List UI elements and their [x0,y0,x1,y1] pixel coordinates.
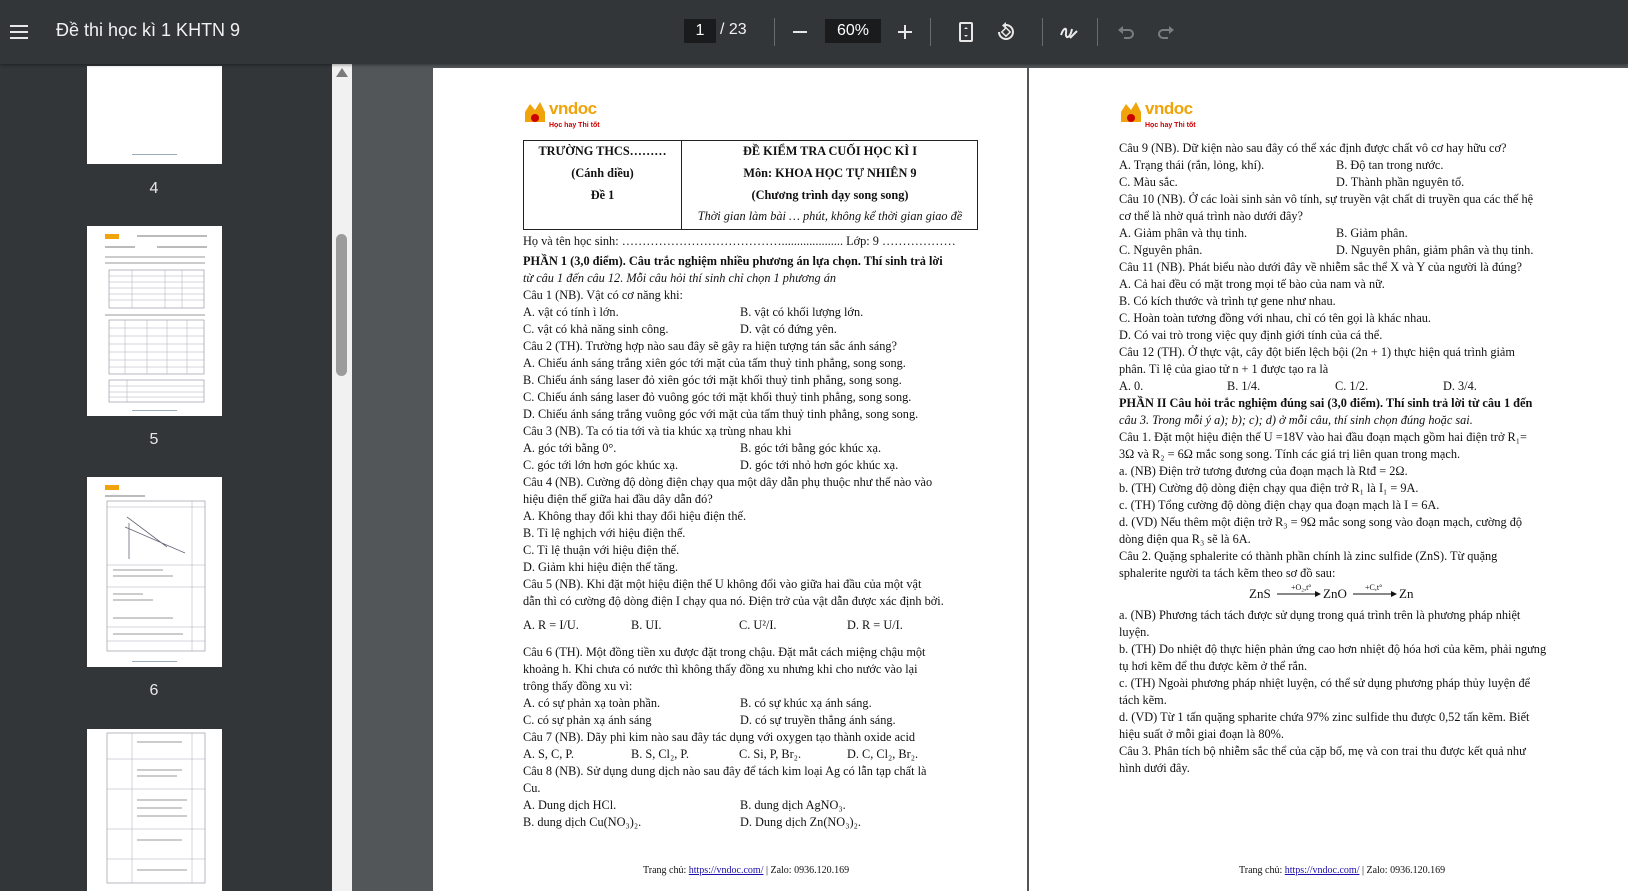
menu-icon[interactable] [6,18,34,46]
answer-c: C. góc tới lớn hơn góc khúc xạ. [523,458,679,472]
answer-a: A. Trạng thái (rắn, lỏng, khí). [1119,158,1265,172]
question-9: Câu 9 (NB). Dữ kiện nào sau đây có thể xác định được chất vô cơ hay hữu cơ? [1119,141,1507,155]
arrow-icon [1353,590,1397,598]
divider [1097,18,1098,46]
answer-a: A. góc tới bằng 0°. [523,441,617,455]
answer-b: B. Tỉ lệ nghịch với hiệu điện thế. [523,526,686,540]
answer-b: B. dung dịch AgNO₃. [740,798,846,812]
reaction-scheme: ZnS +O₂,t° ZnO +C,t° Zn [1249,583,1414,601]
answer-a: A. 0. [1119,379,1144,393]
answer-c: C. Nguyên phân. [1119,243,1203,257]
question-5: Câu 5 (NB). Khi đặt một hiệu điện thế U không đổi vào giữa hai đầu của một vật [523,577,922,591]
text-line: 3Ω và R₂ = 6Ω mắc song song. Tính các giá trị liên quan trong mạch. [1119,447,1461,461]
question-6: Câu 6 (TH). Một đồng tiền xu được đặt trong chậu. Đặt mắt cách miệng chậu một [523,645,926,659]
answer-d: D. góc tới nhỏ hơn góc khúc xạ. [740,458,899,472]
answer-b: B. Độ tan trong nước. [1336,158,1444,172]
vndoc-logo: vndoc Học hay Thi tốt [1119,100,1209,128]
answer-c: C. Si, P, Br₂. [739,747,802,761]
text-line: tụ hơi kẽm để thu được kẽm ở thể rắn. [1119,659,1308,673]
statement-a: a. (NB) Phương tách tách được sử dụng trong quá trình trên là phương pháp nhiệt [1119,608,1521,622]
text-line: câu 3. Trong mỗi ý a); b); c); d) ở mỗi câu, thí sinh chọn đúng hoặc sai. [1119,413,1473,427]
statement-d: d. (VD) Từ 1 tấn quặng spharite chứa 97% zinc sulfide thu được 0,52 tấn kẽm. Biết [1119,710,1530,724]
statement-c: c. (TH) Ngoài phương pháp nhiệt luyện, có thể sử dụng phương pháp thủy luyện để [1119,676,1531,690]
rotate-button[interactable] [990,16,1022,48]
toolbar [0,0,1628,64]
logo-crown-icon [523,100,547,126]
text-line: trông thấy đồng xu vì: [523,679,633,693]
answer-c: B. dung dịch Cu(NO₃)₂. [523,815,642,829]
student-line: Họ và tên học sinh: ………………………………….................... Lớp: 9 ……………… [523,234,956,248]
exam-program: (Chương trình dạy song song) [751,188,909,202]
answer-d: D. Giảm khi hiệu điện thế tăng. [523,560,679,574]
vndoc-logo: vndoc Học hay Thi tốt [523,100,613,128]
page-preview [87,729,222,891]
thumbnail-page-6[interactable] [87,477,222,667]
redo-icon [1156,22,1176,42]
answer-a: A. Không thay đổi khi thay đổi hiệu điện thế. [523,509,747,523]
page-total: / 23 [720,21,747,38]
answer-b: B. có sự khúc xạ ánh sáng. [740,696,872,710]
annotate-button[interactable] [1053,16,1085,48]
thumbnail-label: 4 [149,180,159,197]
answer-b: B. vật có khối lượng lớn. [740,305,864,319]
document-title: Đề thi học kì 1 KHTN 9 [56,20,241,40]
answer-a: A. Giảm phân và thụ tinh. [1119,226,1248,240]
part1-heading: PHẦN 1 (3,0 điểm). Câu trắc nghiệm nhiều phương án lựa chọn. Thí sinh trả lời [523,254,943,268]
zoom-in-button[interactable] [889,16,921,48]
answer-d: D. 3/4. [1443,379,1477,393]
answer-a: A. S, C, P. [523,747,574,761]
tf-question-2: Câu 2. Quặng sphalerite có thành phần chính là zinc sulfide (ZnS). Từ quặng [1119,549,1498,563]
answer-d: D. Thành phần nguyên tố. [1336,175,1465,189]
zoom-input[interactable]: 60% [825,19,881,43]
answer-d: D. Nguyên phân, giảm phân và thụ tinh. [1336,243,1534,257]
text-line: sphalerite người ta tách kẽm theo sơ đồ sau: [1119,566,1336,580]
question-4: Câu 4 (NB). Cường độ dòng điện chạy qua một dây dẫn phụ thuộc như thế nào vào [523,475,933,489]
answer-d: D. R = U/I. [847,618,903,632]
answer-a: A. Chiếu ánh sáng trắng xiên góc tới mặt của tấm thuỷ tinh phẳng, song song. [523,356,906,370]
thumbnail-sidebar [0,64,352,891]
statement-c: c. (TH) Tổng cường độ dòng điện chạy qua đoạn mạch là I = 6A. [1119,498,1440,512]
edition: (Cánh diều) [571,166,634,180]
answer-b: B. góc tới bằng góc khúc xạ. [740,441,882,455]
answer-d: D. Chiếu ánh sáng trắng vuông góc với mặt của tấm thuỷ tinh phẳng, song song. [523,407,919,421]
answer-c: C. U²/I. [739,618,777,632]
exam-header-table [523,140,978,230]
text-line: từ câu 1 đến câu 12. Mỗi câu hỏi thí sinh chỉ chọn 1 phương án [523,271,837,285]
question-12: Câu 12 (TH). Ở thực vật, cây đột biến lệch bội (2n + 1) thực hiện quá trình giảm [1119,345,1515,359]
fit-page-button[interactable] [950,16,982,48]
answer-b: B. UI. [631,618,662,632]
answer-c: C. Màu sắc. [1119,175,1178,189]
divider [930,18,931,46]
answer-b: B. Chiếu ánh sáng laser đỏ xiên góc tới mặt khối thuỷ tinh phẳng, song song. [523,373,902,387]
answer-b: B. 1/4. [1227,379,1261,393]
page-preview [87,226,222,416]
redo-button[interactable] [1150,16,1182,48]
undo-button[interactable] [1110,16,1142,48]
answer-a: A. R = I/U. [523,618,579,632]
answer-d: D. C, Cl₂, Br₂. [847,747,919,761]
tf-question-3: Câu 3. Phân tích bộ nhiễm sắc thể của cặp bố, mẹ và con trai thu được kết quả như [1119,744,1526,758]
text-line: luyện. [1119,625,1150,639]
school-name: TRƯỜNG THCS……… [538,144,667,158]
tf-question-1: Câu 1. Đặt một hiệu điện thế U =18V vào hai đầu đoạn mạch gồm hai điện trở R₁= [1119,430,1527,444]
scroll-up-icon[interactable] [336,68,348,77]
exam-time: Thời gian làm bài … phút, không kể thời gian giao đề [697,209,963,223]
pdf-page-2 [1029,68,1628,891]
thumbnail-page-7[interactable] [87,729,222,891]
answer-a: A. Cả hai đều có mặt trong mọi tế bào của nam và nữ. [1119,277,1385,291]
statement-b: b. (TH) Do nhiệt độ thực hiện phản ứng cao hơn nhiệt độ hóa hơi của kẽm, phải ngưng [1119,642,1547,656]
answer-c: C. có sự phản xạ ánh sáng [523,713,652,727]
question-1: Câu 1 (NB). Vật có cơ năng khi: [523,288,683,302]
exam-code: Đề 1 [590,188,615,202]
question-8: Câu 8 (NB). Sử dụng dung dịch nào sau đây để tách kim loại Ag có lẫn tạp chất là [523,764,927,778]
answer-a: A. vật có tính ì lớn. [523,305,619,319]
pdf-page-1 [433,68,1027,891]
question-3: Câu 3 (NB). Ta có tia tới và tia khúc xạ trùng nhau khi [523,424,792,438]
text-line: cơ thể là nhờ quá trình nào dưới đây? [1119,209,1303,223]
answer-d: D. có sự truyền thẳng ánh sáng. [740,713,896,727]
logo-crown-icon [1119,100,1143,126]
page-preview [87,477,222,667]
answer-b: B. S, Cl₂, P. [631,747,689,761]
exam-subject: Môn: KHOA HỌC TỰ NHIÊN 9 [743,166,917,180]
thumbnail-page-4[interactable] [87,66,222,164]
page-footer: Trang chủ: https://vndoc.com/ | Zalo: 0936.120.169 [1239,865,1446,876]
minus-icon [791,23,809,41]
answer-c: C. Chiếu ánh sáng laser đỏ vuông góc tới mặt khối thuỷ tinh phẳng, song song. [523,390,912,404]
thumbnail-label: 6 [149,682,159,699]
statement-b: b. (TH) Cường độ dòng điện chạy qua điện trở R₁ là I₁ = 9A. [1119,481,1419,495]
draw-icon [1058,21,1080,43]
answer-b: B. Giảm phân. [1336,226,1408,240]
text-line: hiệu suất ở mỗi giai đoạn là 80%. [1119,727,1284,741]
page-footer: Trang chủ: https://vndoc.com/ | Zalo: 0936.120.169 [643,865,850,876]
answer-d: D. Dung dịch Zn(NO₃)₂. [740,815,861,829]
answer-c: C. 1/2. [1335,379,1369,393]
answer-c: C. Hoàn toàn tương đồng với nhau, chỉ có tên gọi là khác nhau. [1119,311,1431,325]
divider [1042,18,1043,46]
answer-d: D. Có vai trò trong việc quy định giới tính của cá thể. [1119,328,1383,342]
zoom-out-button[interactable] [784,16,816,48]
question-7: Câu 7 (NB). Dãy phi kim nào sau đây tác dụng với oxygen tạo thành oxide acid [523,730,916,744]
exam-title: ĐỀ KIỂM TRA CUỐI HỌC KÌ I [742,144,917,158]
fit-page-icon [956,21,976,43]
statement-d: d. (VD) Nếu thêm một điện trở R₃ = 9Ω mắc song song vào đoạn mạch, cường độ [1119,515,1523,529]
page-number-input[interactable]: 1 [684,19,716,43]
scrollbar-thumb[interactable] [336,234,347,376]
question-10: Câu 10 (NB). Ở các loài sinh sản vô tính, sự truyền vật chất di truyền qua các thế hệ [1119,192,1534,206]
answer-a: A. Dung dịch HCl. [523,798,617,812]
answer-a: A. có sự phản xạ toàn phần. [523,696,661,710]
text-line: dẫn thì có cường độ dòng điện I chạy qua nó. Điện trở của vật dẫn được xác định bởi. [523,594,944,608]
answer-c: C. vật có khả năng sinh công. [523,322,669,336]
statement-a: a. (NB) Điện trở tương đương của đoạn mạch là Rtđ = 2Ω. [1119,464,1408,478]
part2-heading: PHẦN II Câu hỏi trắc nghiệm đúng sai (3,0 điểm). Thí sinh trả lời từ câu 1 đến [1119,396,1533,410]
sidebar-scrollbar[interactable] [332,64,352,891]
text-line: hình dưới đây. [1119,761,1190,775]
question-2: Câu 2 (TH). Trường hợp nào sau đây sẽ gây ra hiện tượng tán sắc ánh sáng? [523,339,897,353]
undo-icon [1116,22,1136,42]
arrow-icon [1277,590,1321,598]
answer-b: B. Có kích thước và trình tự gene như nhau. [1119,294,1336,308]
thumbnail-page-5[interactable] [87,226,222,416]
text-line: Cu. [523,781,541,795]
divider [774,18,775,46]
plus-icon [896,23,914,41]
footer-link[interactable]: https://vndoc.com/ [1284,865,1360,876]
answer-d: D. vật có đứng yên. [740,322,837,336]
question-11: Câu 11 (NB). Phát biểu nào dưới đây về nhiễm sắc thể X và Y của người là đúng? [1119,260,1522,274]
text-line: tách kẽm. [1119,693,1167,707]
thumbnail-label: 5 [149,431,159,448]
text-line: phân. Tỉ lệ của giao tử n + 1 được tạo ra là [1119,362,1329,376]
footer-link[interactable]: https://vndoc.com/ [688,865,764,876]
text-line: dòng điện qua R₃ sẽ là 6A. [1119,532,1251,546]
text-line: hiệu điện thế giữa hai đầu dây dẫn đó? [523,492,713,506]
text-line: khoảng h. Khi chưa có nước thì không thấy đồng xu nhưng khi cho nước vào lại [523,662,918,676]
rotate-icon [995,21,1017,43]
answer-c: C. Tỉ lệ thuận với hiệu điện thế. [523,543,680,557]
